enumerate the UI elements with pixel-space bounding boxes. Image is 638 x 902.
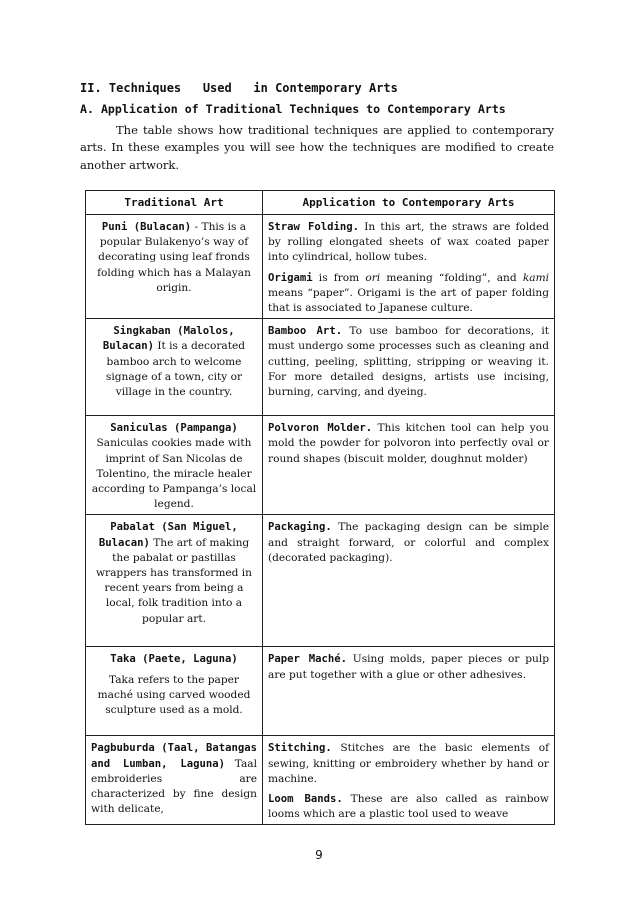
traditional-art-title: Pagbuburda (Taal, Batangas and Lumban, Laguna) (91, 742, 257, 770)
traditional-art-title: Taka (Paete, Laguna) (110, 653, 238, 666)
application-entry (268, 652, 549, 682)
application-description: meaning “folding”, and (380, 271, 523, 284)
application-cell (263, 736, 555, 825)
application-description: To use bamboo for decorations, it must undergo some processes such as cleaning and cutting, peeling, splitting, stripping or weaving it. For more detailed designs, artists use incising, burning, carving, and dyeing. (268, 325, 549, 399)
application-title: Bamboo Art. (268, 325, 343, 338)
traditional-art-description: It is a decorated bamboo arch to welcome signage of a town, city or village in the country. (105, 340, 246, 399)
application-description: These are also called as rainbow looms which are a plastic tool used to weave (268, 793, 549, 821)
table-row (86, 515, 555, 647)
application-title: Polvoron Molder. (268, 422, 373, 435)
application-title: Packaging. (268, 521, 332, 534)
application-description: In this art, the straws are folded by rolling elongated sheets of wax coated paper into cylindrical, hollow tubes. (268, 221, 549, 264)
traditional-art-description: Taal embroideries are characterized by fine design with delicate, (91, 757, 257, 816)
table-row (86, 736, 555, 825)
intro-paragraph: The table shows how traditional techniques are applied to contemporary arts. In these examples you will see how the techniques are modified to create another artwork. (80, 123, 554, 172)
application-description: is from (312, 271, 366, 284)
table-row (86, 416, 555, 515)
traditional-art-description: The art of making the pabalat or pastillas wrappers has transformed in recent years from being a local, folk tradition into a popular art. (95, 536, 253, 625)
traditional-art-cell (86, 647, 263, 736)
traditional-art-description: - This is a popular Bulakenyo’s way of decorating using leaf fronds folding which has a Malayan origin. (97, 221, 251, 294)
emphasis-term: kami (522, 271, 549, 284)
application-entry (268, 324, 549, 400)
application-cell (263, 647, 555, 736)
traditional-art-description: Saniculas cookies made with imprint of San Nicolas de Tolentino, the miracle healer according to Pampanga’s local legend. (91, 437, 257, 511)
table-row (86, 319, 555, 416)
application-entry (268, 741, 549, 787)
application-cell (263, 215, 555, 319)
application-entry (268, 520, 549, 566)
application-title: Straw Folding. (268, 221, 360, 233)
traditional-art-title: Puni (Bulacan) (101, 221, 192, 233)
header-traditional-art: Traditional Art (86, 191, 263, 215)
traditional-art-cell (86, 319, 263, 416)
table-row (86, 647, 555, 736)
application-title: Loom Bands. (268, 793, 343, 806)
application-entry (268, 271, 549, 317)
table-header-row (86, 191, 555, 215)
table-row (86, 215, 555, 319)
traditional-art-description: Taka refers to the paper maché using carved wooded sculpture used as a mold. (97, 673, 251, 717)
application-entry (268, 421, 549, 467)
application-description: This kitchen tool can help you mold the powder for polvoron into perfectly oval or round shapes (biscuit molder, doughnut molder) (268, 422, 549, 465)
application-cell (263, 416, 555, 515)
application-entry (268, 792, 549, 822)
traditional-art-cell (86, 416, 263, 515)
application-cell (263, 319, 555, 416)
section-subheading: A. Application of Traditional Techniques to Contemporary Arts (80, 102, 506, 116)
application-title: Origami (268, 271, 313, 284)
techniques-table (85, 190, 555, 825)
application-description: The packaging design can be simple and straight forward, or colorful and complex (decorated packaging). (268, 521, 549, 564)
application-title: Paper Maché. (268, 653, 347, 666)
application-description: Stitches are the basic elements of sewing, knitting or embroidery whether by hand or machine. (268, 742, 549, 785)
application-title: Stitching. (268, 742, 332, 755)
header-contemporary-application: Application to Contemporary Arts (263, 191, 555, 215)
traditional-art-title: Singkaban (Malolos, Bulacan) (102, 325, 235, 353)
traditional-art-title: Saniculas (Pampanga) (110, 422, 238, 435)
page-number: 9 (315, 848, 323, 862)
application-cell (263, 515, 555, 647)
traditional-art-cell (86, 736, 263, 825)
application-description: Using molds, paper pieces or pulp are put together with a glue or other adhesives. (268, 653, 549, 681)
traditional-art-cell (86, 215, 263, 319)
application-description: means “paper”. Origami is the art of paper folding that is associated to Japanese culture. (268, 286, 549, 315)
application-entry (268, 220, 549, 266)
emphasis-term: ori (365, 271, 381, 284)
traditional-art-cell (86, 515, 263, 647)
section-heading: II. Techniques Used in Contemporary Arts (80, 81, 398, 95)
traditional-art-title: Pabalat (San Miguel, Bulacan) (98, 521, 238, 549)
